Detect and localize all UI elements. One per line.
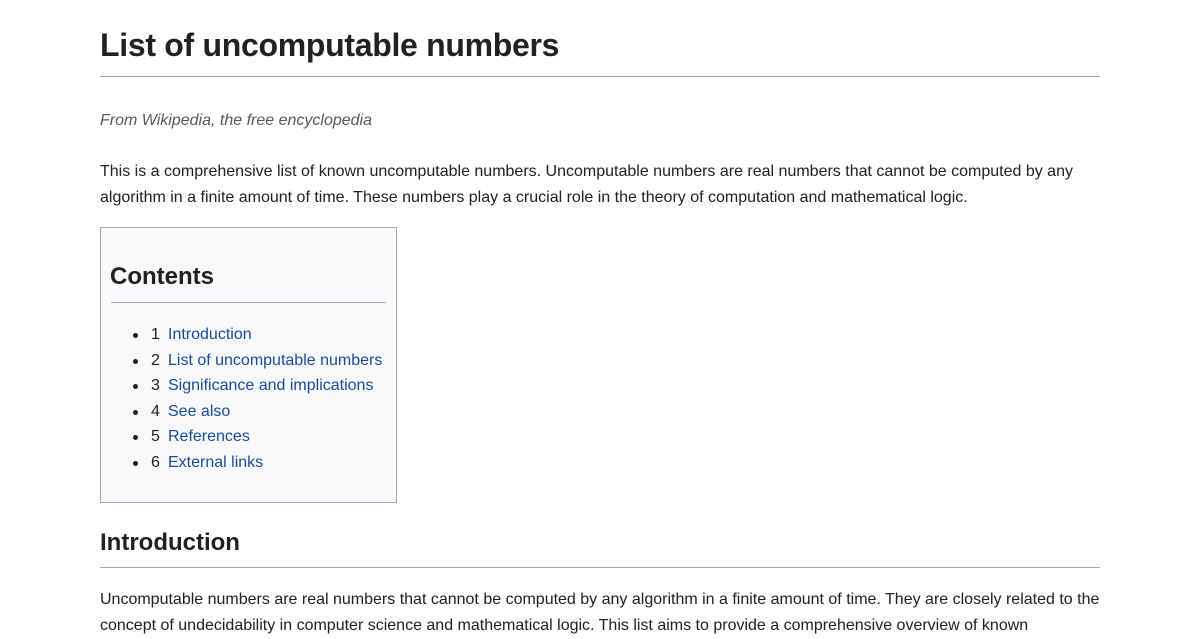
lead-paragraph: This is a comprehensive list of known uncomputable numbers. Uncomputable numbers are real numbers that cannot be computed by any algorithm in a finite amount of time. These numbers play a crucial role in the theory of computation and mathematical logic. — [100, 163, 1073, 206]
page-title: List of uncomputable numbers — [100, 27, 560, 63]
toc-number: 3 — [151, 377, 160, 395]
toc-list — [130, 322, 382, 476]
toc-item — [130, 424, 382, 450]
toc-item — [130, 450, 382, 476]
toc-item — [130, 373, 382, 399]
toc-link-significance[interactable]: Significance and implications — [168, 377, 374, 395]
tagline: From Wikipedia, the free encyclopedia — [100, 112, 372, 129]
toc-item — [130, 348, 382, 374]
toc-link-see-also[interactable]: See also — [168, 402, 231, 420]
section-divider — [100, 567, 1100, 568]
toc-number: 2 — [151, 351, 160, 369]
title-divider — [100, 76, 1100, 77]
toc-number: 1 — [151, 326, 160, 343]
toc-divider — [111, 302, 386, 303]
toc-number: 4 — [151, 402, 160, 420]
toc-number: 6 — [151, 453, 160, 471]
toc-link-references[interactable]: References — [168, 428, 250, 446]
toc-number: 5 — [151, 428, 160, 446]
toc-item — [130, 399, 382, 425]
toc-link-list[interactable]: List of uncomputable numbers — [168, 351, 383, 369]
toc-item — [130, 322, 382, 348]
toc-title: Contents — [110, 263, 214, 290]
toc-link-external-links[interactable]: External links — [168, 453, 264, 471]
section-heading-introduction: Introduction — [100, 529, 240, 556]
toc-link-introduction[interactable]: Introduction — [168, 326, 252, 343]
introduction-paragraph: Uncomputable numbers are real numbers that cannot be computed by any algorithm in a finite amount of time. They are closely related to the concept of undecidability in computer science and mathematical logic. This list aims to provide a comprehensive overview of known — [100, 591, 1100, 634]
